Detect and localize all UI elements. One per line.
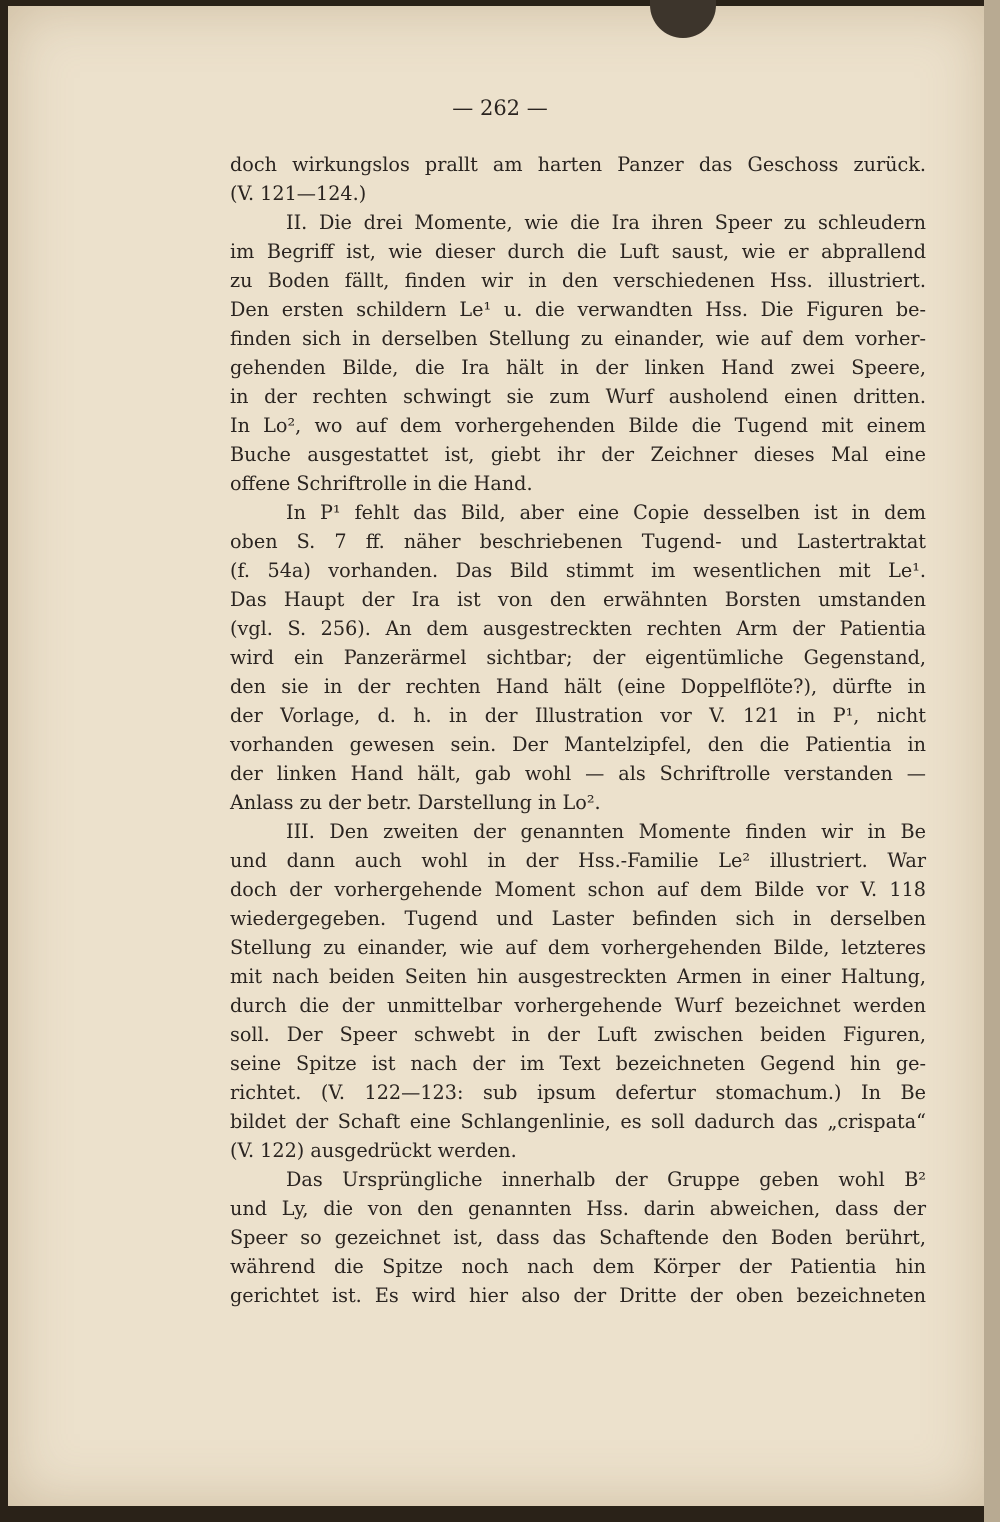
text-line: (f. 54a) vorhanden. Das Bild stimmt im wesentlichen mit Le¹. — [230, 559, 926, 582]
text-line: doch wirkungslos prallt am harten Panzer das Geschoss zurück. — [230, 153, 926, 176]
text-line: richtet. (V. 122—123: sub ipsum defertur stomachum.) In Be — [230, 1081, 926, 1104]
text-line: finden sich in derselben Stellung zu einander, wie auf dem vorher- — [230, 327, 926, 350]
body-text — [230, 150, 926, 1310]
text-line: Das Haupt der Ira ist von den erwähnten Borsten umstanden — [230, 588, 926, 611]
text-line: (V. 122) ausgedrückt werden. — [230, 1139, 517, 1162]
text-line: wiedergegeben. Tugend und Laster befinden sich in derselben — [230, 907, 926, 930]
text-line: Speer so gezeichnet ist, dass das Schaftende den Boden berührt, — [230, 1226, 926, 1249]
text-line: III. Den zweiten der genannten Momente finden wir in Be — [286, 820, 926, 843]
text-line: II. Die drei Momente, wie die Ira ihren Speer zu schleudern — [286, 211, 926, 234]
text-line: bildet der Schaft eine Schlangenlinie, es soll dadurch das „crispata“ — [230, 1110, 926, 1133]
text-line: Den ersten schildern Le¹ u. die verwandten Hss. Die Figuren be- — [230, 298, 926, 321]
text-line: Stellung zu einander, wie auf dem vorhergehenden Bilde, letzteres — [230, 936, 926, 959]
text-line: (vgl. S. 256). An dem ausgestreckten rechten Arm der Patientia — [230, 617, 926, 640]
text-line: Buche ausgestattet ist, giebt ihr der Zeichner dieses Mal eine — [230, 443, 926, 466]
page-number: — 262 — — [452, 96, 548, 120]
text-line: seine Spitze ist nach der im Text bezeichneten Gegend hin ge- — [230, 1052, 926, 1075]
text-line: den sie in der rechten Hand hält (eine Doppelflöte?), dürfte in — [230, 675, 926, 698]
text-line: Anlass zu der betr. Darstellung in Lo². — [230, 791, 601, 814]
text-line: durch die der unmittelbar vorhergehende Wurf bezeichnet werden — [230, 994, 926, 1017]
text-line: oben S. 7 ff. näher beschriebenen Tugend- und Lastertraktat — [230, 530, 926, 553]
text-line: der linken Hand hält, gab wohl — als Schriftrolle verstanden — — [230, 762, 926, 785]
text-line: Das Ursprüngliche innerhalb der Gruppe geben wohl B² — [286, 1168, 926, 1191]
text-line: offene Schriftrolle in die Hand. — [230, 472, 533, 495]
text-line: mit nach beiden Seiten hin ausgestreckten Armen in einer Haltung, — [230, 965, 926, 988]
text-line: und dann auch wohl in der Hss.-Familie Le² illustriert. War — [230, 849, 926, 872]
text-line: doch der vorhergehende Moment schon auf dem Bilde vor V. 118 — [230, 878, 926, 901]
text-line: In Lo², wo auf dem vorhergehenden Bilde die Tugend mit einem — [230, 414, 926, 437]
text-line: im Begriff ist, wie dieser durch die Luft saust, wie er abprallend — [230, 240, 926, 263]
text-line: gehenden Bilde, die Ira hält in der linken Hand zwei Speere, — [230, 356, 926, 379]
text-line: und Ly, die von den genannten Hss. darin abweichen, dass der — [230, 1197, 926, 1220]
text-line: In P¹ fehlt das Bild, aber eine Copie desselben ist in dem — [286, 501, 926, 524]
text-line: (V. 121—124.) — [230, 182, 367, 205]
text-line: zu Boden fällt, finden wir in den verschiedenen Hss. illustriert. — [230, 269, 926, 292]
page-edge — [984, 0, 1000, 1522]
text-line: wird ein Panzerärmel sichtbar; der eigentümliche Gegenstand, — [230, 646, 926, 669]
text-line: während die Spitze noch nach dem Körper der Patientia hin — [230, 1255, 926, 1278]
text-line: in der rechten schwingt sie zum Wurf ausholend einen dritten. — [230, 385, 926, 408]
text-line: soll. Der Speer schwebt in der Luft zwischen beiden Figuren, — [230, 1023, 926, 1046]
text-line: vorhanden gewesen sein. Der Mantelzipfel, den die Patientia in — [230, 733, 926, 756]
text-line: der Vorlage, d. h. in der Illustration vor V. 121 in P¹, nicht — [230, 704, 926, 727]
text-line: gerichtet ist. Es wird hier also der Dritte der oben bezeichneten — [230, 1284, 926, 1307]
